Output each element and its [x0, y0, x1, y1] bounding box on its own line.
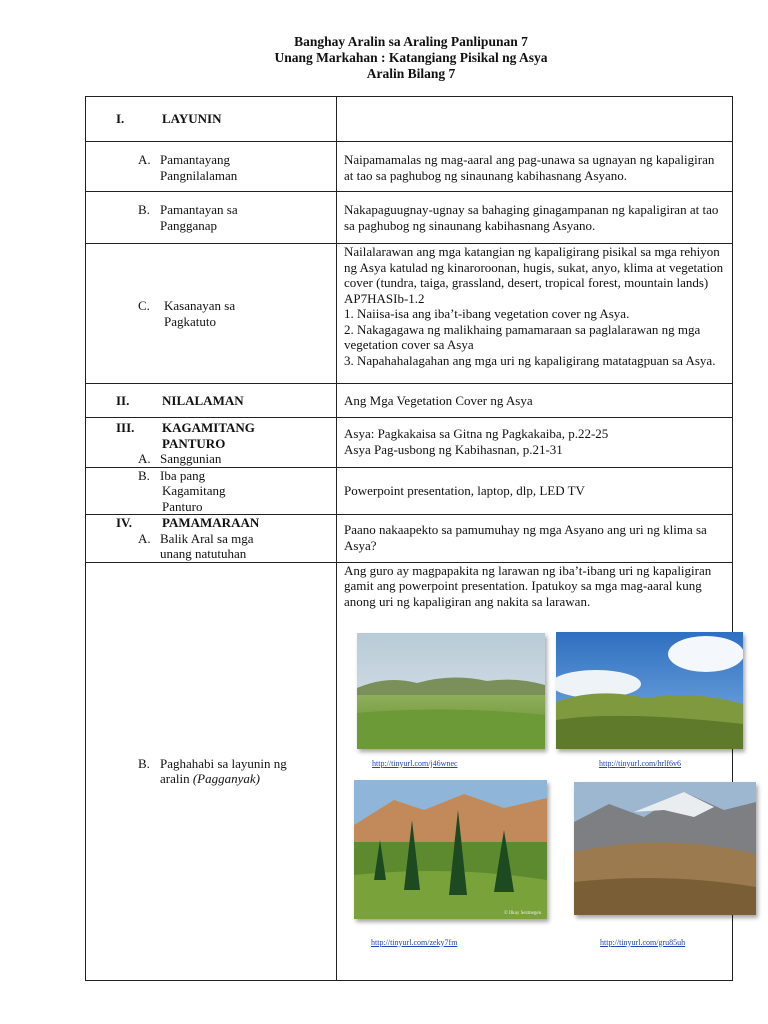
content-nilalaman: Ang Mga Vegetation Cover ng Asya	[337, 384, 733, 418]
document-header	[0, 34, 768, 82]
content-sanggunian: Asya: Pagkakaisa sa Gitna ng Pagkakaiba, p.22-25 Asya Pag-usbong ng Kabihasnan, p.21-31	[337, 418, 733, 468]
photo-taiga	[354, 780, 547, 919]
row-pamantayang-pangnilalaman: A. Pamantayang Pangnilalaman Naipamamalas ng mag-aaral ang pag-unawa sa ugnayan ng kapaligiran at tao sa paghubog ng sinaunang kabihasnang Asyano.	[86, 142, 733, 192]
image-link-1[interactable]: http://tinyurl.com/j46wnec	[372, 758, 458, 768]
row-number: I.	[116, 111, 125, 126]
row-pamamaraan: IV. PAMAMARAAN A. Balik Aral sa mga unang natutuhan Paano nakaapekto sa pamumuhay ng mga Asyano ang uri ng klima sa Asya?	[86, 515, 733, 563]
photo-grassland	[357, 633, 545, 749]
row-nilalaman: II. NILALAMAN Ang Mga Vegetation Cover ng Asya	[86, 384, 733, 418]
image-link-2[interactable]: http://tinyurl.com/hrlf6v6	[599, 758, 681, 768]
image-link-3[interactable]: http://tinyurl.com/zeky7fm	[371, 937, 458, 947]
header-lesson-number: Aralin Bilang 7	[366, 66, 456, 81]
row-layunin	[86, 97, 733, 142]
content-pamantayang-pangnilalaman: Naipamamalas ng mag-aaral ang pag-unawa sa ugnayan ng kapaligiran at tao sa paghubog ng sinaunang kabihasnang Asyano.	[337, 142, 733, 192]
photo-grass-sky	[556, 632, 743, 749]
content-balik-aral: Paano nakaapekto sa pamumuhay ng mga Asyano ang uri ng klima sa Asya?	[337, 515, 733, 563]
photo-mountain-lands	[574, 782, 756, 915]
lesson-plan-table	[85, 96, 733, 981]
header-title: Banghay Aralin sa Araling Panlipunan 7	[294, 34, 528, 49]
row-paghahabi: B. Paghahabi sa layunin ng aralin (Pagganyak) Ang guro ay magpapakita ng larawan ng iba’t-ibang uri ng kapaligiran gamit ang powerpoint presentation. Ipatukoy sa mga mag-aaral kung anong uri ng kapaligiran ang nakita sa larawan. http://tinyurl.com/j46wnec http://tinyurl.com/hrlf6v6 © Ilkay Sezmegen http://tinyurl.com/zeky7fm http://tinyurl.com/gru85uh	[86, 562, 733, 980]
image-link-4[interactable]: http://tinyurl.com/gru85uh	[600, 937, 686, 947]
row-label: LAYUNIN	[162, 111, 222, 126]
row-kagamitang-panturo: III. KAGAMITANG PANTURO A. Sanggunian Asya: Pagkakaisa sa Gitna ng Pagkakaiba, p.22-25 Asya Pag-usbong ng Kabihasnan, p.21-31	[86, 418, 733, 468]
content-pamantayan-sa-pangganap: Nakapaguugnay-ugnay sa bahaging ginagampanan ng kapaligiran at tao sa paghubog ng sinaunang kabihasnang Asyano.	[337, 192, 733, 244]
row-iba-pang-kagamitan: B. Iba pang Kagamitang Panturo Powerpoint presentation, laptop, dlp, LED TV	[86, 467, 733, 515]
content-paghahabi: Ang guro ay magpapakita ng larawan ng iba’t-ibang uri ng kapaligiran gamit ang powerpoint presentation. Ipatukoy sa mga mag-aaral kung anong uri ng kapaligiran ang nakita sa larawan. http://tinyurl.com/j46wnec http://tinyurl.com/hrlf6v6 © Ilkay Sezmegen http://tinyurl.com/zeky7fm http://tinyurl.com/gru85uh	[337, 562, 733, 980]
content-kasanayan-sa-pagkatuto: Nailalarawan ang mga katangian ng kapaligirang pisikal sa mga rehiyon ng Asya katulad ng kinaroroonan, hugis, sukat, anyo, klima at vegetation cover (tundra, taiga, grassland, desert, tropical forest, mountain lands) AP7HASIb-1.2 1. Naiisa-isa ang iba’t-ibang vegetation cover ng Asya. 2. Nakagagawa ng malikhaing pamamaraan sa paglalarawan ng mga vegetation cover sa Asya 3. Napahahalagahan ang mga uri ng kapaligirang matatagpuan sa Asya.	[337, 244, 733, 384]
row-kasanayan-sa-pagkatuto: C. Kasanayan sa Pagkatuto Nailalarawan ang mga katangian ng kapaligirang pisikal sa mga rehiyon ng Asya katulad ng kinaroroonan, hugis, sukat, anyo, klima at vegetation cover (tundra, taiga, grassland, desert, tropical forest, mountain lands) AP7HASIb-1.2 1. Naiisa-isa ang iba’t-ibang vegetation cover ng Asya. 2. Nakagagawa ng malikhaing pamamaraan sa paglalarawan ng mga vegetation cover sa Asya 3. Napahahalagahan ang mga uri ng kapaligirang matatagpuan sa Asya.	[86, 244, 733, 384]
content-iba-pang-kagamitan: Powerpoint presentation, laptop, dlp, LED TV	[337, 467, 733, 515]
photo-credit: © Ilkay Sezmegen	[504, 910, 542, 916]
header-quarter: Unang Markahan : Katangiang Pisikal ng Asya	[274, 50, 548, 65]
row-pamantayan-sa-pangganap: B. Pamantayan sa Pangganap Nakapaguugnay-ugnay sa bahaging ginagampanan ng kapaligiran at tao sa paghubog ng sinaunang kabihasnang Asyano.	[86, 192, 733, 244]
